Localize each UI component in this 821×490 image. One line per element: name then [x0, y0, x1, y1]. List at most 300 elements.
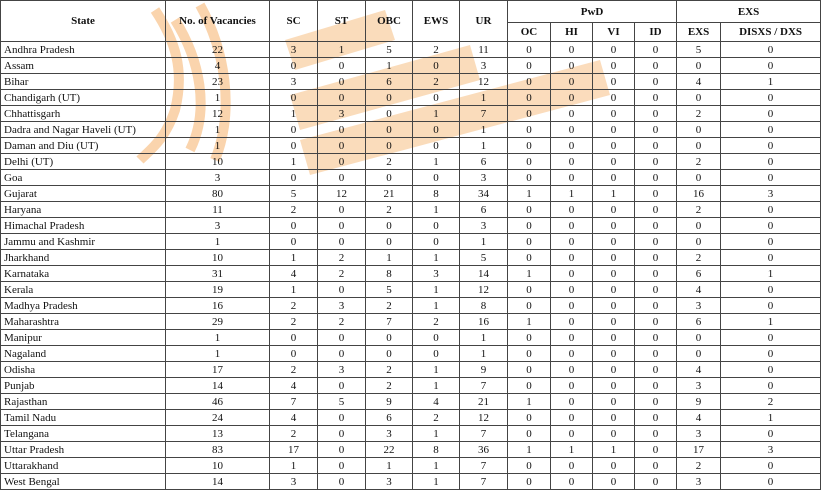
cell-value: 0 — [318, 378, 366, 394]
table-row — [1, 282, 821, 298]
cell-value: 0 — [635, 74, 677, 90]
cell-state: Telangana — [1, 426, 166, 442]
cell-value: 0 — [551, 346, 593, 362]
table-row — [1, 90, 821, 106]
cell-value: 0 — [508, 218, 551, 234]
cell-value: 1 — [166, 330, 270, 346]
cell-value: 1 — [166, 90, 270, 106]
cell-value: 0 — [551, 74, 593, 90]
cell-value: 4 — [270, 266, 318, 282]
cell-value: 0 — [593, 122, 635, 138]
table-row — [1, 266, 821, 282]
cell-value: 0 — [593, 426, 635, 442]
cell-value: 0 — [721, 458, 821, 474]
cell-value: 1 — [270, 282, 318, 298]
table-row — [1, 106, 821, 122]
cell-value: 1 — [721, 314, 821, 330]
cell-value: 0 — [721, 58, 821, 74]
cell-value: 0 — [366, 218, 413, 234]
cell-value: 0 — [413, 138, 460, 154]
table-row — [1, 426, 821, 442]
table-row — [1, 346, 821, 362]
cell-value: 0 — [593, 330, 635, 346]
cell-value: 7 — [460, 426, 508, 442]
table-row — [1, 154, 821, 170]
cell-value: 16 — [460, 314, 508, 330]
cell-value: 10 — [166, 250, 270, 266]
cell-value: 0 — [635, 106, 677, 122]
cell-value: 0 — [318, 202, 366, 218]
cell-value: 0 — [721, 138, 821, 154]
cell-value: 1 — [460, 90, 508, 106]
table-row — [1, 362, 821, 378]
cell-value: 17 — [166, 362, 270, 378]
cell-value: 8 — [460, 298, 508, 314]
cell-value: 3 — [721, 442, 821, 458]
cell-value: 2 — [270, 362, 318, 378]
cell-value: 1 — [460, 138, 508, 154]
cell-value: 4 — [166, 58, 270, 74]
cell-value: 0 — [366, 122, 413, 138]
cell-value: 0 — [593, 378, 635, 394]
cell-value: 0 — [551, 58, 593, 74]
cell-value: 0 — [551, 394, 593, 410]
cell-value: 0 — [508, 58, 551, 74]
cell-value: 2 — [318, 250, 366, 266]
cell-value: 2 — [677, 202, 721, 218]
cell-value: 1 — [460, 346, 508, 362]
cell-value: 9 — [460, 362, 508, 378]
cell-value: 0 — [551, 330, 593, 346]
cell-value: 5 — [366, 282, 413, 298]
cell-value: 0 — [635, 362, 677, 378]
cell-value: 2 — [413, 410, 460, 426]
cell-value: 4 — [677, 282, 721, 298]
cell-value: 4 — [677, 74, 721, 90]
cell-value: 2 — [270, 298, 318, 314]
cell-value: 1 — [270, 154, 318, 170]
cell-value: 1 — [270, 106, 318, 122]
cell-value: 3 — [460, 58, 508, 74]
cell-value: 1 — [508, 186, 551, 202]
cell-value: 1 — [593, 442, 635, 458]
cell-value: 0 — [593, 74, 635, 90]
cell-value: 2 — [318, 314, 366, 330]
header-pwd: PwD — [508, 1, 677, 23]
table-row — [1, 122, 821, 138]
cell-value: 0 — [635, 138, 677, 154]
cell-value: 1 — [413, 202, 460, 218]
cell-value: 1 — [551, 186, 593, 202]
cell-value: 0 — [635, 298, 677, 314]
cell-value: 0 — [508, 250, 551, 266]
table-row — [1, 138, 821, 154]
cell-value: 0 — [551, 298, 593, 314]
cell-value: 0 — [318, 122, 366, 138]
cell-value: 7 — [460, 378, 508, 394]
cell-value: 29 — [166, 314, 270, 330]
cell-value: 0 — [635, 122, 677, 138]
cell-value: 2 — [366, 362, 413, 378]
cell-value: 0 — [635, 250, 677, 266]
cell-value: 3 — [366, 474, 413, 490]
cell-value: 1 — [318, 42, 366, 58]
cell-value: 1 — [366, 250, 413, 266]
cell-value: 0 — [635, 58, 677, 74]
cell-value: 5 — [460, 250, 508, 266]
cell-value: 2 — [270, 202, 318, 218]
cell-value: 6 — [460, 154, 508, 170]
cell-value: 2 — [677, 154, 721, 170]
cell-value: 0 — [318, 218, 366, 234]
cell-value: 0 — [270, 218, 318, 234]
cell-value: 0 — [508, 410, 551, 426]
cell-value: 0 — [413, 330, 460, 346]
cell-value: 0 — [318, 58, 366, 74]
cell-value: 0 — [318, 474, 366, 490]
cell-value: 23 — [166, 74, 270, 90]
cell-value: 0 — [413, 90, 460, 106]
cell-value: 1 — [508, 442, 551, 458]
cell-value: 0 — [551, 106, 593, 122]
cell-value: 3 — [460, 170, 508, 186]
cell-value: 0 — [593, 106, 635, 122]
cell-value: 0 — [721, 42, 821, 58]
cell-value: 0 — [635, 42, 677, 58]
table-row — [1, 410, 821, 426]
cell-state: Delhi (UT) — [1, 154, 166, 170]
cell-value: 0 — [593, 362, 635, 378]
header-pwd-id: ID — [635, 23, 677, 42]
cell-value: 3 — [270, 42, 318, 58]
cell-value: 14 — [460, 266, 508, 282]
cell-value: 24 — [166, 410, 270, 426]
table-row — [1, 442, 821, 458]
cell-value: 2 — [366, 154, 413, 170]
cell-value: 0 — [721, 362, 821, 378]
cell-value: 1 — [508, 394, 551, 410]
cell-state: Kerala — [1, 282, 166, 298]
cell-value: 0 — [270, 90, 318, 106]
cell-value: 11 — [166, 202, 270, 218]
cell-value: 0 — [508, 346, 551, 362]
cell-value: 2 — [366, 298, 413, 314]
cell-value: 21 — [460, 394, 508, 410]
cell-value: 0 — [508, 426, 551, 442]
cell-value: 0 — [721, 330, 821, 346]
table-row — [1, 58, 821, 74]
cell-value: 8 — [413, 442, 460, 458]
cell-value: 0 — [508, 362, 551, 378]
cell-value: 0 — [635, 474, 677, 490]
cell-value: 0 — [270, 138, 318, 154]
cell-value: 0 — [721, 234, 821, 250]
table-row — [1, 186, 821, 202]
cell-state: Karnataka — [1, 266, 166, 282]
cell-value: 4 — [270, 378, 318, 394]
cell-value: 0 — [635, 218, 677, 234]
cell-value: 0 — [721, 122, 821, 138]
cell-state: Uttarakhand — [1, 458, 166, 474]
cell-value: 6 — [677, 266, 721, 282]
cell-state: Daman and Diu (UT) — [1, 138, 166, 154]
cell-value: 0 — [508, 202, 551, 218]
cell-value: 0 — [318, 154, 366, 170]
cell-value: 0 — [508, 234, 551, 250]
table-row — [1, 394, 821, 410]
cell-value: 0 — [318, 170, 366, 186]
cell-value: 1 — [166, 138, 270, 154]
cell-value: 80 — [166, 186, 270, 202]
cell-value: 1 — [413, 474, 460, 490]
cell-value: 1 — [721, 410, 821, 426]
cell-state: Rajasthan — [1, 394, 166, 410]
cell-value: 8 — [366, 266, 413, 282]
cell-value: 0 — [635, 426, 677, 442]
cell-value: 0 — [508, 458, 551, 474]
cell-value: 10 — [166, 154, 270, 170]
cell-value: 0 — [551, 42, 593, 58]
cell-value: 3 — [270, 474, 318, 490]
cell-value: 0 — [551, 314, 593, 330]
cell-value: 0 — [593, 234, 635, 250]
cell-value: 12 — [318, 186, 366, 202]
cell-state: Gujarat — [1, 186, 166, 202]
cell-value: 0 — [551, 202, 593, 218]
cell-value: 0 — [677, 122, 721, 138]
cell-value: 0 — [635, 314, 677, 330]
cell-value: 0 — [635, 442, 677, 458]
cell-value: 5 — [270, 186, 318, 202]
cell-value: 5 — [318, 394, 366, 410]
table-row — [1, 202, 821, 218]
cell-value: 3 — [677, 298, 721, 314]
cell-value: 0 — [508, 378, 551, 394]
cell-value: 0 — [677, 218, 721, 234]
cell-value: 0 — [508, 122, 551, 138]
cell-state: Nagaland — [1, 346, 166, 362]
table-row — [1, 474, 821, 490]
cell-state: Maharashtra — [1, 314, 166, 330]
cell-value: 0 — [593, 474, 635, 490]
cell-value: 0 — [593, 346, 635, 362]
cell-value: 1 — [366, 58, 413, 74]
cell-state: West Bengal — [1, 474, 166, 490]
cell-value: 1 — [413, 250, 460, 266]
cell-value: 0 — [551, 474, 593, 490]
cell-value: 2 — [318, 266, 366, 282]
header-exs: EXS — [677, 23, 721, 42]
cell-value: 19 — [166, 282, 270, 298]
cell-value: 0 — [551, 138, 593, 154]
table-row — [1, 458, 821, 474]
cell-value: 0 — [551, 170, 593, 186]
cell-value: 0 — [635, 346, 677, 362]
cell-value: 1 — [166, 122, 270, 138]
cell-value: 0 — [318, 330, 366, 346]
cell-value: 0 — [677, 346, 721, 362]
cell-value: 0 — [366, 170, 413, 186]
cell-value: 1 — [721, 74, 821, 90]
cell-value: 0 — [366, 234, 413, 250]
header-pwd-vi: VI — [593, 23, 635, 42]
cell-value: 0 — [508, 154, 551, 170]
cell-state: Jharkhand — [1, 250, 166, 266]
cell-value: 0 — [593, 42, 635, 58]
cell-value: 12 — [460, 410, 508, 426]
cell-value: 0 — [366, 106, 413, 122]
cell-value: 31 — [166, 266, 270, 282]
cell-value: 1 — [508, 314, 551, 330]
cell-value: 46 — [166, 394, 270, 410]
cell-value: 3 — [318, 362, 366, 378]
cell-value: 0 — [413, 58, 460, 74]
cell-value: 0 — [366, 330, 413, 346]
cell-value: 0 — [318, 410, 366, 426]
cell-value: 0 — [721, 474, 821, 490]
cell-value: 0 — [721, 106, 821, 122]
cell-value: 34 — [460, 186, 508, 202]
cell-value: 21 — [366, 186, 413, 202]
table-body — [1, 42, 821, 490]
table-row — [1, 170, 821, 186]
cell-value: 0 — [551, 90, 593, 106]
cell-value: 0 — [593, 410, 635, 426]
cell-value: 0 — [366, 346, 413, 362]
cell-value: 0 — [721, 202, 821, 218]
cell-value: 0 — [270, 58, 318, 74]
cell-value: 1 — [721, 266, 821, 282]
cell-value: 0 — [593, 138, 635, 154]
cell-value: 16 — [677, 186, 721, 202]
cell-value: 2 — [366, 378, 413, 394]
cell-value: 0 — [270, 122, 318, 138]
cell-value: 0 — [593, 394, 635, 410]
cell-value: 0 — [635, 394, 677, 410]
cell-value: 0 — [413, 122, 460, 138]
cell-value: 0 — [593, 298, 635, 314]
cell-value: 1 — [460, 234, 508, 250]
cell-value: 0 — [721, 250, 821, 266]
cell-value: 2 — [270, 314, 318, 330]
cell-value: 6 — [677, 314, 721, 330]
cell-value: 1 — [166, 234, 270, 250]
cell-value: 0 — [508, 298, 551, 314]
cell-value: 0 — [270, 234, 318, 250]
cell-value: 14 — [166, 378, 270, 394]
cell-value: 3 — [460, 218, 508, 234]
cell-value: 0 — [635, 234, 677, 250]
cell-value: 12 — [460, 282, 508, 298]
cell-value: 0 — [635, 378, 677, 394]
cell-state: Himachal Pradesh — [1, 218, 166, 234]
cell-value: 0 — [721, 170, 821, 186]
cell-value: 6 — [366, 410, 413, 426]
cell-value: 0 — [635, 90, 677, 106]
cell-value: 0 — [551, 234, 593, 250]
cell-state: Assam — [1, 58, 166, 74]
header-vacancies: No. of Vacancies — [166, 1, 270, 42]
cell-value: 11 — [460, 42, 508, 58]
cell-value: 1 — [413, 282, 460, 298]
cell-value: 0 — [677, 170, 721, 186]
cell-value: 0 — [551, 250, 593, 266]
cell-value: 0 — [318, 138, 366, 154]
cell-value: 12 — [166, 106, 270, 122]
cell-value: 0 — [721, 378, 821, 394]
cell-state: Chhattisgarh — [1, 106, 166, 122]
cell-value: 4 — [677, 410, 721, 426]
cell-value: 2 — [677, 106, 721, 122]
cell-value: 0 — [677, 138, 721, 154]
cell-value: 0 — [593, 202, 635, 218]
cell-value: 0 — [318, 442, 366, 458]
cell-value: 3 — [318, 106, 366, 122]
cell-value: 7 — [460, 106, 508, 122]
header-pwd-oc: OC — [508, 23, 551, 42]
cell-value: 3 — [721, 186, 821, 202]
cell-value: 0 — [318, 74, 366, 90]
header-obc: OBC — [366, 1, 413, 42]
table-row — [1, 330, 821, 346]
cell-value: 5 — [677, 42, 721, 58]
header-st: ST — [318, 1, 366, 42]
cell-value: 2 — [677, 458, 721, 474]
header-ur: UR — [460, 1, 508, 42]
table-row — [1, 42, 821, 58]
cell-value: 0 — [508, 74, 551, 90]
cell-value: 1 — [460, 330, 508, 346]
cell-value: 0 — [677, 58, 721, 74]
cell-value: 0 — [318, 426, 366, 442]
cell-value: 0 — [677, 330, 721, 346]
cell-value: 0 — [413, 234, 460, 250]
cell-value: 0 — [593, 458, 635, 474]
cell-value: 0 — [551, 154, 593, 170]
cell-state: Dadra and Nagar Haveli (UT) — [1, 122, 166, 138]
cell-value: 0 — [721, 90, 821, 106]
cell-value: 0 — [270, 346, 318, 362]
table-row — [1, 298, 821, 314]
cell-state: Haryana — [1, 202, 166, 218]
cell-value: 9 — [677, 394, 721, 410]
header-ews: EWS — [413, 1, 460, 42]
cell-value: 0 — [635, 202, 677, 218]
cell-value: 0 — [721, 218, 821, 234]
cell-value: 0 — [508, 474, 551, 490]
cell-value: 0 — [318, 458, 366, 474]
cell-value: 8 — [413, 186, 460, 202]
cell-value: 83 — [166, 442, 270, 458]
cell-value: 0 — [721, 346, 821, 362]
cell-value: 0 — [366, 138, 413, 154]
cell-value: 1 — [413, 362, 460, 378]
cell-state: Madhya Pradesh — [1, 298, 166, 314]
cell-value: 1 — [508, 266, 551, 282]
cell-value: 0 — [551, 362, 593, 378]
cell-value: 0 — [318, 90, 366, 106]
cell-state: Andhra Pradesh — [1, 42, 166, 58]
cell-state: Punjab — [1, 378, 166, 394]
cell-state: Goa — [1, 170, 166, 186]
cell-value: 2 — [413, 74, 460, 90]
cell-value: 0 — [635, 170, 677, 186]
cell-value: 0 — [551, 218, 593, 234]
cell-value: 2 — [413, 42, 460, 58]
cell-value: 0 — [635, 282, 677, 298]
cell-value: 0 — [635, 266, 677, 282]
cell-value: 0 — [551, 410, 593, 426]
